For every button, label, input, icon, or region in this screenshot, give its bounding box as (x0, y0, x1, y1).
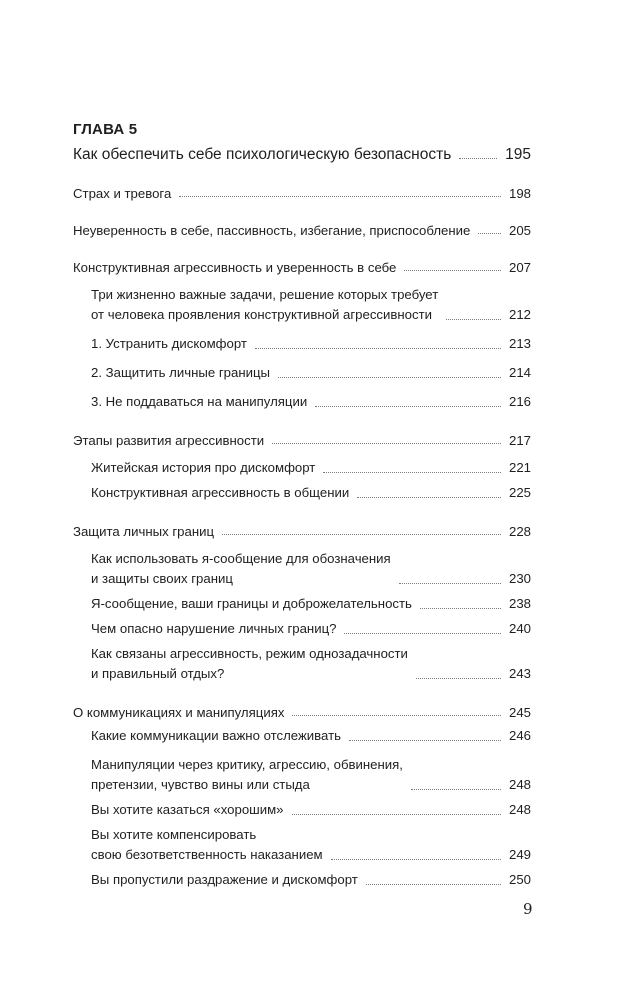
toc-entry[interactable] (73, 432, 531, 449)
toc-entry-text: О коммуникациях и манипуляциях (73, 705, 285, 720)
toc-subentry[interactable] (73, 334, 531, 354)
dot-leader (404, 269, 501, 271)
dot-leader (399, 582, 501, 584)
toc-subentry[interactable] (73, 549, 531, 589)
dot-leader (446, 318, 501, 320)
chapter-title-page: 195 (505, 146, 531, 163)
toc-entry-text: Вы пропустили раздражение и дискомфорт (91, 872, 358, 887)
toc-entry-page: 246 (508, 728, 531, 743)
toc-subentry[interactable] (73, 392, 531, 412)
toc-subentry[interactable] (73, 458, 531, 478)
toc-entry-text: Житейская история про дискомфорт (91, 460, 316, 475)
toc-entry-page: 217 (508, 433, 531, 448)
chapter-title-entry[interactable] (73, 145, 531, 164)
toc-entry-page: 240 (508, 621, 531, 636)
toc-subentry[interactable] (73, 285, 531, 325)
toc-subentry[interactable] (73, 800, 531, 820)
toc-entry-text: Чем опасно нарушение личных границ? (91, 621, 337, 636)
toc-entry-line: Три жизненно важные задачи, решение которых требует (91, 287, 439, 302)
toc-entry[interactable] (73, 523, 531, 540)
toc-entry[interactable] (73, 222, 531, 239)
toc-entry-text (91, 644, 408, 684)
toc-entry-page: 249 (508, 847, 531, 862)
toc-entry-line: претензии, чувство вины или стыда (91, 777, 310, 792)
dot-leader (366, 883, 501, 885)
toc-entry[interactable] (73, 185, 531, 202)
toc-entry-text (91, 549, 391, 589)
dot-leader (478, 232, 501, 234)
toc-entry-text: Какие коммуникации важно отслеживать (91, 728, 341, 743)
toc-entry-page: 212 (508, 307, 531, 322)
dot-leader (315, 405, 501, 407)
toc-entry-page: 214 (508, 365, 531, 380)
toc-entry-text: Я-сообщение, ваши границы и доброжелательность (91, 596, 412, 611)
dot-leader (416, 677, 501, 679)
toc-subentry[interactable] (73, 726, 531, 746)
toc-entry-line: Как использовать я-сообщение для обозначения (91, 551, 391, 566)
toc-entry-text: Конструктивная агрессивность в общении (91, 485, 350, 500)
toc-subentry[interactable] (73, 644, 531, 684)
toc-entry-text (91, 755, 403, 795)
toc-entry-text: Защита личных границ (73, 524, 215, 539)
dot-leader (459, 157, 497, 159)
toc-entry-text: Вы хотите казаться «хорошим» (91, 802, 284, 817)
toc-subentry[interactable] (73, 870, 531, 890)
toc-entry-text: 1. Устранить дискомфорт (91, 336, 247, 351)
toc-entry-text: Этапы развития агрессивности (73, 433, 265, 448)
toc-entry-text: 3. Не поддаваться на манипуляции (91, 394, 308, 409)
table-of-contents (73, 121, 531, 890)
toc-entry-page: 250 (508, 872, 531, 887)
toc-entry-page: 245 (508, 705, 531, 720)
toc-entry-text: Страх и тревога (73, 186, 172, 201)
toc-entry-page: 205 (508, 223, 531, 238)
toc-entry-line: свою безответственность наказанием (91, 847, 323, 862)
toc-entry-page: 248 (508, 777, 531, 792)
toc-entry-page: 213 (508, 336, 531, 351)
toc-entry-text: 2. Защитить личные границы (91, 365, 271, 380)
toc-subentry[interactable] (73, 825, 531, 865)
toc-entry-line: и защиты своих границ (91, 571, 233, 586)
dot-leader (292, 714, 501, 716)
dot-leader (272, 442, 501, 444)
page-number: 9 (523, 900, 533, 918)
dot-leader (278, 376, 501, 378)
toc-entry-page: 198 (508, 186, 531, 201)
dot-leader (292, 813, 501, 815)
chapter-heading: ГЛАВА 5 (73, 121, 138, 138)
toc-entry-page: 228 (508, 524, 531, 539)
toc-entry[interactable] (73, 259, 531, 276)
toc-subentry[interactable] (73, 363, 531, 383)
dot-leader (331, 858, 501, 860)
toc-entry-line: Как связаны агрессивность, режим однозадачности (91, 646, 408, 661)
toc-entry-line: и правильный отдых? (91, 666, 225, 681)
toc-entry-line: от человека проявления конструктивной агрессивности (91, 307, 432, 322)
toc-entry-line: Вы хотите компенсировать (91, 827, 257, 842)
toc-entry-page: 221 (508, 460, 531, 475)
toc-entry[interactable] (73, 704, 531, 721)
dot-leader (357, 496, 501, 498)
dot-leader (179, 195, 501, 197)
dot-leader (411, 788, 501, 790)
toc-entry-text: Неуверенность в себе, пассивность, избегание, приспособление (73, 223, 471, 238)
dot-leader (222, 533, 501, 535)
chapter-title: Как обеспечить себе психологическую безопасность (73, 146, 452, 163)
toc-entry-page: 207 (508, 260, 531, 275)
dot-leader (349, 739, 501, 741)
toc-subentry[interactable] (73, 755, 531, 795)
toc-entry-page: 248 (508, 802, 531, 817)
toc-entry-page: 238 (508, 596, 531, 611)
toc-entry-text: Конструктивная агрессивность и уверенность в себе (73, 260, 397, 275)
toc-subentry[interactable] (73, 483, 531, 503)
dot-leader (344, 632, 501, 634)
toc-entry-page: 225 (508, 485, 531, 500)
toc-entry-page: 243 (508, 666, 531, 681)
toc-entry-text (91, 285, 438, 325)
dot-leader (255, 347, 501, 349)
toc-entry-line: Манипуляции через критику, агрессию, обвинения, (91, 757, 403, 772)
dot-leader (323, 471, 501, 473)
toc-entry-page: 230 (508, 571, 531, 586)
toc-subentry[interactable] (73, 594, 531, 614)
dot-leader (420, 607, 501, 609)
toc-entry-text (91, 825, 323, 865)
toc-entry-page: 216 (508, 394, 531, 409)
toc-subentry[interactable] (73, 619, 531, 639)
